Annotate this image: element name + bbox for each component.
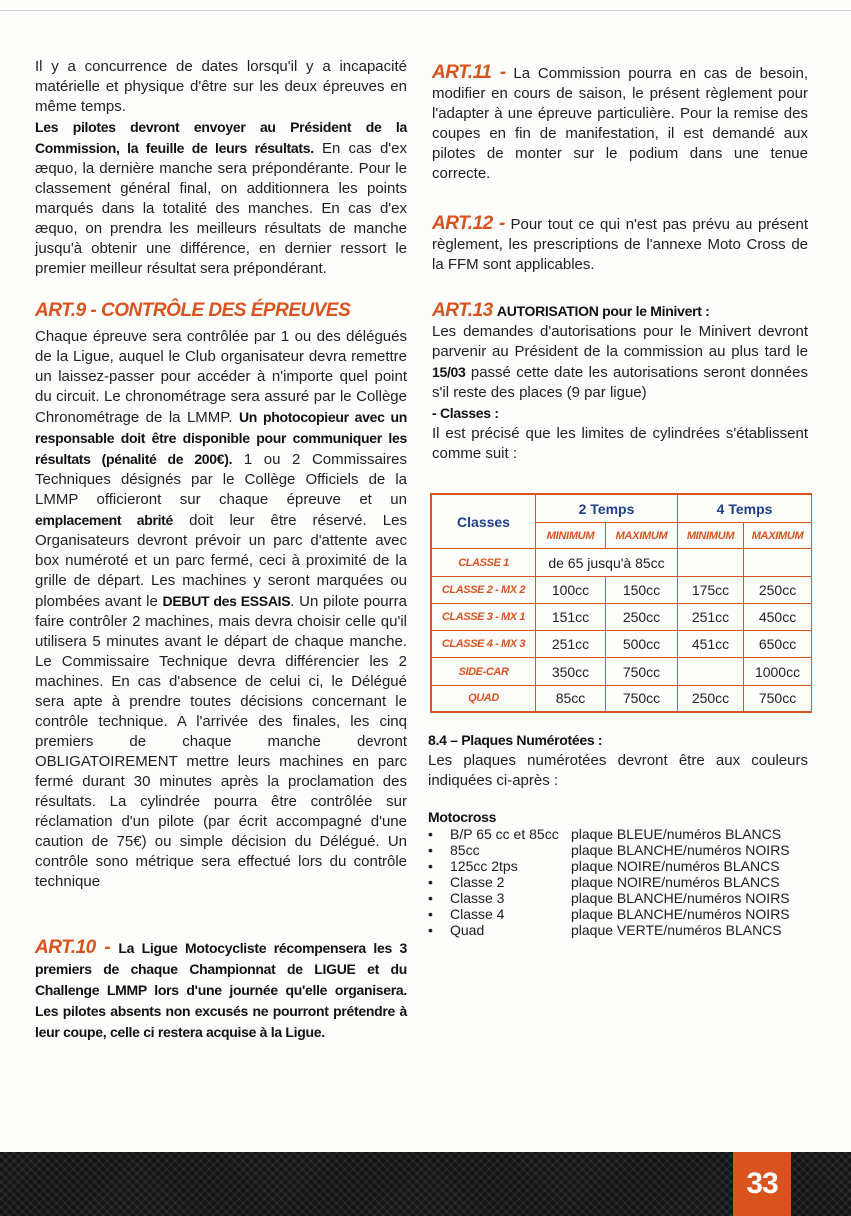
table-cell: 750cc bbox=[744, 685, 812, 711]
art13-paragraph bbox=[432, 301, 808, 464]
art9-text-4: . Un pilote pourra faire contrôler 2 machines, mais devra choisir celle qu'il utilisera 5 minutes avant le départ de chaque manche. Le Commissaire Technique devra différencier les 2 machines. En cas d'absence de celui ci, le Délégué sera apte à prendre toutes décisions concernant le contrôle technique. A l'arrivée des finales, les cinq premiers de chaque manche devront OBLIGATOIREMENT mettre leurs machines en parc fermé durant 30 minutes après la proclamation des résultats. La cylindrée pourra être contrôlée sur réclamation d'un pilote (par écrit accompagné d'une caution de 75€) ou simple décision du Délégué. Un contrôle sono métrique sera effectué lors du contrôle technique bbox=[35, 593, 407, 890]
art11-paragraph bbox=[432, 63, 808, 184]
top-rule bbox=[0, 10, 851, 11]
list-item bbox=[428, 906, 808, 922]
list-item bbox=[428, 826, 808, 842]
table-cell: 150cc bbox=[606, 576, 678, 603]
moto-plate: plaque BLANCHE/numéros NOIRS bbox=[571, 890, 790, 906]
art12-text: Pour tout ce qui n'est pas prévu au présent règlement, les prescriptions de l'annexe Moto Cross de la FFM sont applicables. bbox=[432, 216, 808, 273]
table-cell: 1000cc bbox=[744, 658, 812, 685]
results-text: En cas d'ex æquo, la dernière manche sera prépondérante. Pour le classement général final, on additionnera les points marqués dans la totalité des manches. En cas d'ex æquo, on prendra les meilleurs résultats de manche jusqu'à obtenir une différence, en dernier ressort le premier meilleur résultat sera prépondérant. bbox=[35, 140, 407, 277]
art13-label: ART.13 bbox=[432, 300, 493, 321]
table-cell: 175cc bbox=[678, 576, 744, 603]
art12-paragraph bbox=[432, 214, 808, 275]
art9-bold-3: DEBUT des ESSAIS bbox=[162, 593, 291, 609]
art9-bold-1: Un photocopieur avec un responsable doit être disponible pour communiquer les résultats (pénalité de 200€). bbox=[35, 409, 407, 467]
table-cell: 750cc bbox=[606, 658, 678, 685]
row-label: QUAD bbox=[432, 685, 536, 711]
list-item bbox=[428, 842, 808, 858]
moto-plate: plaque BLEUE/numéros BLANCS bbox=[571, 826, 782, 842]
row-label: CLASSE 2 - MX 2 bbox=[432, 576, 536, 603]
list-item bbox=[428, 874, 808, 890]
moto-plate: plaque VERTE/numéros BLANCS bbox=[571, 922, 782, 938]
art10-text: La Ligue Motocycliste récompensera les 3 premiers de chaque Championnat de LIGUE et du Challenge LMMP lors d'une journée qu'elle organisera. Les pilotes absents non excusés ne pourront prétendre à leur coupe, celle ci restera acquise à la Ligue. bbox=[35, 940, 407, 1040]
classes-table bbox=[431, 494, 812, 712]
table-cell: 100cc bbox=[536, 576, 606, 603]
art9-bold-2: emplacement abrité bbox=[35, 512, 174, 528]
row-label: CLASSE 1 bbox=[432, 549, 536, 576]
section-8-4-text: Les plaques numérotées devront être aux couleurs indiquées ci-après : bbox=[428, 752, 808, 789]
table-cell bbox=[744, 549, 812, 576]
moto-class: 125cc 2tps bbox=[450, 858, 518, 874]
row-label: SIDE-CAR bbox=[432, 658, 536, 685]
table-cell: 151cc bbox=[536, 603, 606, 630]
art13-text-1: Les demandes d'autorisations pour le Minivert devront parvenir au Président de la commission au plus tard le bbox=[432, 323, 808, 360]
moto-plate: plaque NOIRE/numéros BLANCS bbox=[571, 874, 780, 890]
table-cell: 251cc bbox=[536, 631, 606, 658]
header-2-temps: 2 Temps bbox=[536, 495, 678, 523]
art10-label: ART.10 - bbox=[35, 937, 111, 958]
art9-heading: ART.9 - CONTRÔLE DES ÉPREUVES bbox=[35, 300, 351, 321]
header-2t-min: MINIMUM bbox=[536, 523, 606, 549]
header-4t-min: MINIMUM bbox=[678, 523, 744, 549]
moto-plate: plaque NOIRE/numéros BLANCS bbox=[571, 858, 780, 874]
table-cell: 450cc bbox=[744, 603, 812, 630]
table-cell: 250cc bbox=[678, 685, 744, 711]
moto-class: 85cc bbox=[450, 842, 480, 858]
art13-title: AUTORISATION pour le Minivert : bbox=[496, 303, 710, 319]
motocross-title: Motocross bbox=[428, 809, 497, 825]
art13-date: 15/03 bbox=[432, 364, 466, 380]
bullet-icon: • bbox=[428, 890, 433, 906]
section-8-4 bbox=[428, 730, 808, 791]
table-cell: 350cc bbox=[536, 658, 606, 685]
moto-class: Quad bbox=[450, 922, 485, 938]
art10-paragraph bbox=[35, 938, 407, 1043]
art12-label: ART.12 - bbox=[432, 213, 505, 234]
bullet-icon: • bbox=[428, 906, 433, 922]
list-item bbox=[428, 890, 808, 906]
table-row bbox=[432, 658, 812, 685]
art9-paragraph bbox=[35, 327, 407, 892]
table-cell: 650cc bbox=[744, 631, 812, 658]
footer-bar bbox=[0, 1152, 851, 1216]
table-cell: 85cc bbox=[536, 685, 606, 711]
bullet-icon: • bbox=[428, 842, 433, 858]
section-8-4-title: 8.4 – Plaques Numérotées : bbox=[428, 732, 603, 748]
moto-class: B/P 65 cc et 85cc bbox=[450, 826, 559, 842]
table-row bbox=[432, 576, 812, 603]
art9-text-1: Chaque épreuve sera contrôlée par 1 ou des délégués de la Ligue, auquel le Club organisateur devra remettre un laissez-passer pour accéder à n'importe quel point du circuit. Le chronométrage sera assuré par le Collège Chronométrage de la LMMP. bbox=[35, 328, 407, 426]
moto-class: Classe 3 bbox=[450, 890, 505, 906]
results-bold-text: Les pilotes devront envoyer au Président de la Commission, la feuille de leurs résultats. bbox=[35, 119, 407, 156]
row-label: CLASSE 3 - MX 1 bbox=[432, 603, 536, 630]
header-4-temps: 4 Temps bbox=[678, 495, 812, 523]
art11-label: ART.11 - bbox=[432, 62, 506, 83]
bullet-icon: • bbox=[428, 874, 433, 890]
page-number: 33 bbox=[746, 1167, 778, 1200]
header-classes: Classes bbox=[432, 495, 536, 549]
table-cell bbox=[678, 658, 744, 685]
page-number-box bbox=[733, 1152, 791, 1216]
table-cell: 250cc bbox=[744, 576, 812, 603]
table-cell: 500cc bbox=[606, 631, 678, 658]
list-item bbox=[428, 858, 808, 874]
table-row bbox=[432, 603, 812, 630]
table-cell: 250cc bbox=[606, 603, 678, 630]
motocross-list bbox=[428, 826, 808, 938]
moto-class: Classe 4 bbox=[450, 906, 505, 922]
classes-text: Il est précisé que les limites de cylindrées s'établissent comme suit : bbox=[432, 425, 808, 462]
bullet-icon: • bbox=[428, 858, 433, 874]
bullet-icon: • bbox=[428, 826, 433, 842]
moto-class: Classe 2 bbox=[450, 874, 505, 890]
art11-text: La Commission pourra en cas de besoin, modifier en cours de saison, le présent règlement pour l'adapter à une épreuve particulière. Pour la remise des coupes en fin de manifestation, il est demandé aux pilotes de monter sur le podium dans une tenue correcte. bbox=[432, 65, 808, 182]
table-cell: 251cc bbox=[678, 603, 744, 630]
table-cell: de 65 jusqu'à 85cc bbox=[536, 549, 678, 576]
moto-plate: plaque BLANCHE/numéros NOIRS bbox=[571, 842, 790, 858]
art9-text-3: doit leur être réservé. Les Organisateurs devront prévoir un parc d'attente avec box numéroté et un parc fermé, ceci à proximité de la grille de départ. Les machines y seront marquées ou plombées avant le bbox=[35, 512, 407, 610]
table-row bbox=[432, 631, 812, 658]
art9-text-2: 1 ou 2 Commissaires Techniques désignés par le Collège Officiels de la LMMP officieront sur chaque épreuve et un bbox=[35, 451, 407, 508]
table-cell: 750cc bbox=[606, 685, 678, 711]
intro-paragraph bbox=[35, 57, 407, 279]
classes-heading: - Classes : bbox=[432, 405, 499, 421]
header-4t-max: MAXIMUM bbox=[744, 523, 812, 549]
table-row bbox=[432, 549, 812, 576]
classes-table-box bbox=[430, 493, 812, 713]
table-cell bbox=[678, 549, 744, 576]
intro-text: Il y a concurrence de dates lorsqu'il y a incapacité matérielle et physique d'être sur les deux épreuves en même temps. bbox=[35, 58, 407, 115]
table-cell: 451cc bbox=[678, 631, 744, 658]
bullet-icon: • bbox=[428, 922, 433, 938]
list-item bbox=[428, 922, 808, 938]
header-2t-max: MAXIMUM bbox=[606, 523, 678, 549]
table-row bbox=[432, 685, 812, 711]
art13-text-2: passé cette date les autorisations seront données s'il reste des places (9 par ligue) bbox=[432, 364, 808, 401]
row-label: CLASSE 4 - MX 3 bbox=[432, 631, 536, 658]
moto-plate: plaque BLANCHE/numéros NOIRS bbox=[571, 906, 790, 922]
